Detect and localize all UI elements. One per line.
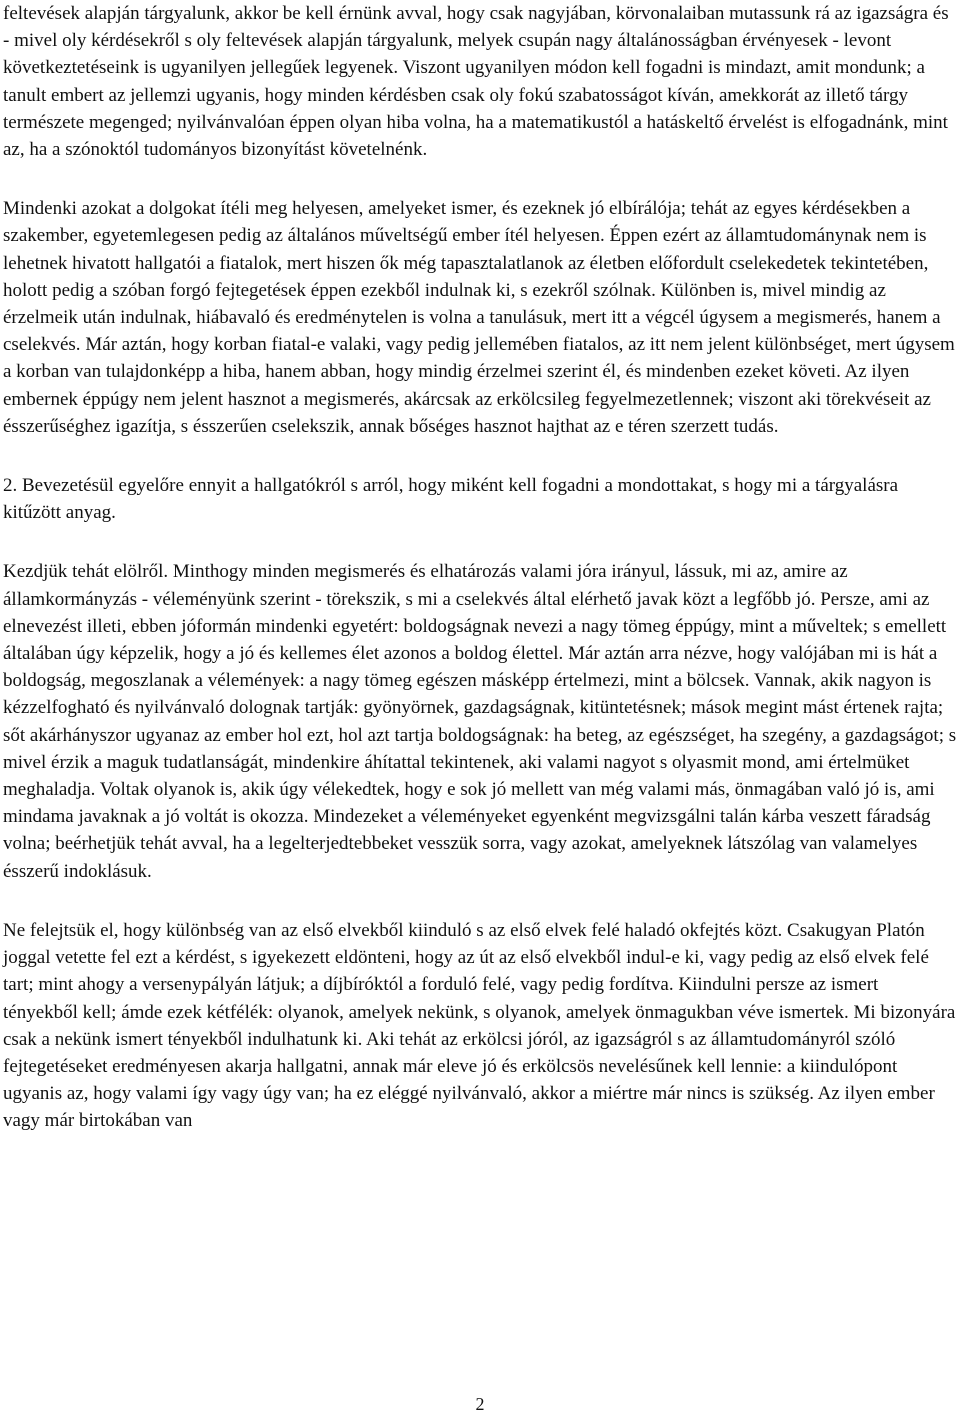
paragraph-2-text: Az ilyen embernek éppúgy nem jelent hasznot a megismerés, akárcsak az erkölcsileg fegyelmezetlennek; viszont aki törekvéseit az ésszerűséghez igazítja, s ésszerűen cselekszik, annak bőséges hasznot hajthat az e téren szerzett tudás. [3, 361, 931, 437]
paragraph-4-text: Már aztán arra nézve, hogy valójában mi is hát a boldogság, megoszlanak a vélemények: a nagy tömeg egészen másképp értelmezi, mint a bölcsek. [3, 643, 938, 692]
paragraph-4-text: Voltak olyanok is, akik úgy vélekedtek, hogy e sok jó mellett van még valami más, önmagában való jó is, ami mindama javaknak a jó voltát is okozza. [3, 779, 935, 828]
paragraph-1-text: feltevések alapján tárgyalunk, akkor be kell érnünk avval, hogy csak nagyjában, körvonalaiban mutassunk rá az igazságra és - mivel oly kérdésekről s oly feltevések alapján tárgyalunk, melyek csupán nagy általánosságban érvényesek - levont következtetéseink is ugyanilyen jellegűek legyenek. [3, 3, 949, 79]
paragraph-2-text: Mindenki azokat a dolgokat ítéli meg helyesen, amelyeket ismer, és ezeknek jó elbírálója; tehát az egyes kérdésekben a szakember, egyetemlegesen pedig az általános műveltségű ember ítél helyesen. [3, 198, 911, 247]
paragraph-5-text: Aki tehát az erkölcsi jóról, az igazságról s az államtudományról szóló fejtegetéseket eredményesen akarja hallgatni, annak már eleve jó és erkölcsös nevelésűnek kell lennie: a kiindulópont ugyanis az, hogy valami így vagy úgy van; ha ez eléggé nyilvánvaló, akkor a miértre már nincs is szükség. [3, 1028, 898, 1105]
paragraph-5 [3, 917, 957, 1135]
paragraph-5-text: Csakugyan Platón joggal vetette fel ezt a kérdést, s igyekezett eldönteni, hogy az út az első elvekből indul-e ki, vagy pedig az első elvek felé tart; mint ahogy a versenypályán látjuk; a díjbíróktól a forduló felé, vagy pedig fordítva. [3, 919, 929, 996]
paragraph-1-text: Viszont ugyanilyen módon kell fogadni is mindazt, amit mondunk; a tanult embert az jellemzi ugyanis, hogy minden kérdésben csak oly fokú szabatosságot kíván, amekkorát az illető tárgy természete megenged; nyilvánvalóan éppen olyan hiba volna, ha a matematikustól a hatáskeltő érvelést is elfogadnánk, mint az, ha a szónoktól tudományos bizonyítást követelnénk. [3, 57, 948, 161]
paragraph-2 [3, 195, 957, 440]
paragraph-5-text: Az ilyen ember vagy már birtokában van [3, 1083, 935, 1132]
paragraph-5-text: Kiindulni persze az ismert tényekből kell; ámde ezek kétfélék: olyanok, amelyek nekünk, s olyanok, amelyek önmagukban véve ismertek. [3, 974, 879, 1023]
paragraph-4-text: Kezdjük tehát elölről. [3, 561, 169, 583]
paragraph-4 [3, 558, 957, 884]
paragraph-3 [3, 472, 957, 526]
document-page [3, 0, 957, 1167]
paragraph-3-text: 2. Bevezetésül egyelőre ennyit a hallgatókról s arról, hogy miként kell fogadni a mondottakat, s hogy mi a tárgyalásra kitűzött anyag. [3, 475, 899, 524]
paragraph-4-text: Mindezeket a véleményeket egyenként megvizsgálni talán kárba veszett fáradság volna; beérhetjük tehát avval, ha a legelterjedtebbeket vesszük sorra, vagy azokat, amelyeknek látszólag van valamelyes ésszerű indoklásuk. [3, 806, 931, 882]
paragraph-4-text: Minthogy minden megismerés és elhatározás valami jóra irányul, lássuk, mi az, amire az államkormányzás - véleményünk szerint - törekszik, s mi a cselekvés által elérhető javak közt a legfőbb jó. [3, 561, 848, 610]
paragraph-4-text: Persze, ami az elnevezést illeti, ebben jóformán mindenki egyetért: boldogságnak nevezi a nagy tömeg éppúgy, mint a műveltek; s emellett általában úgy képzelik, hogy a jó és kellemes élet azonos a boldog élettel. [3, 588, 947, 665]
paragraph-1 [3, 0, 957, 163]
page-number: 2 [475, 1394, 485, 1414]
paragraph-4-text: Vannak, akik nagyon is kézzelfogható és nyilvánvaló dolognak tartják: gyönyörnek, gazdagságnak, kitüntetésnek; mások megint mást értenek rajta; sőt akárhányszor ugyanaz az ember hol ezt, hol azt tartja boldogságnak: ha beteg, az egészséget, ha szegény, a gazdagságot; s mivel érzik a maguk tudatlanságát, mindenkire áhítattal tekintenek, aki valami nagyot s olyasmit mond, ami értelmüket meghaladja. [3, 670, 957, 801]
paragraph-5-text: Ne felejtsük el, hogy különbség van az első elvekből kiinduló s az első elvek felé haladó okfejtés közt. [3, 919, 783, 941]
paragraph-2-text: Már aztán, hogy korban fiatal-e valaki, vagy pedig jellemében fiatalos, az itt nem jelent különbséget, mert úgysem a korban van tulajdonképp a hiba, hanem abban, hogy mindig érzelmei szerint él, és mindenben ezeket követi. [3, 334, 955, 383]
paragraph-5-text: Mi bizonyára csak a nekünk ismert tényekből indulhatunk ki. [3, 1001, 956, 1050]
paragraph-2-text: Különben is, mivel mindig az érzelmeik után indulnak, hiábavaló és eredménytelen is volna a tanulásuk, mert itt a végcél úgysem a megismerés, hanem a cselekvés. [3, 279, 941, 356]
paragraph-2-text: Éppen ezért az államtudománynak nem is lehetnek hivatott hallgatói a fiatalok, mert hiszen ők még tapasztalatlanok az életben előfordult cselekedetek tekintetében, holott pedig a szóban forgó fejtegetések éppen ezekből indulnak ki, s ezekről szólnak. [3, 225, 929, 301]
